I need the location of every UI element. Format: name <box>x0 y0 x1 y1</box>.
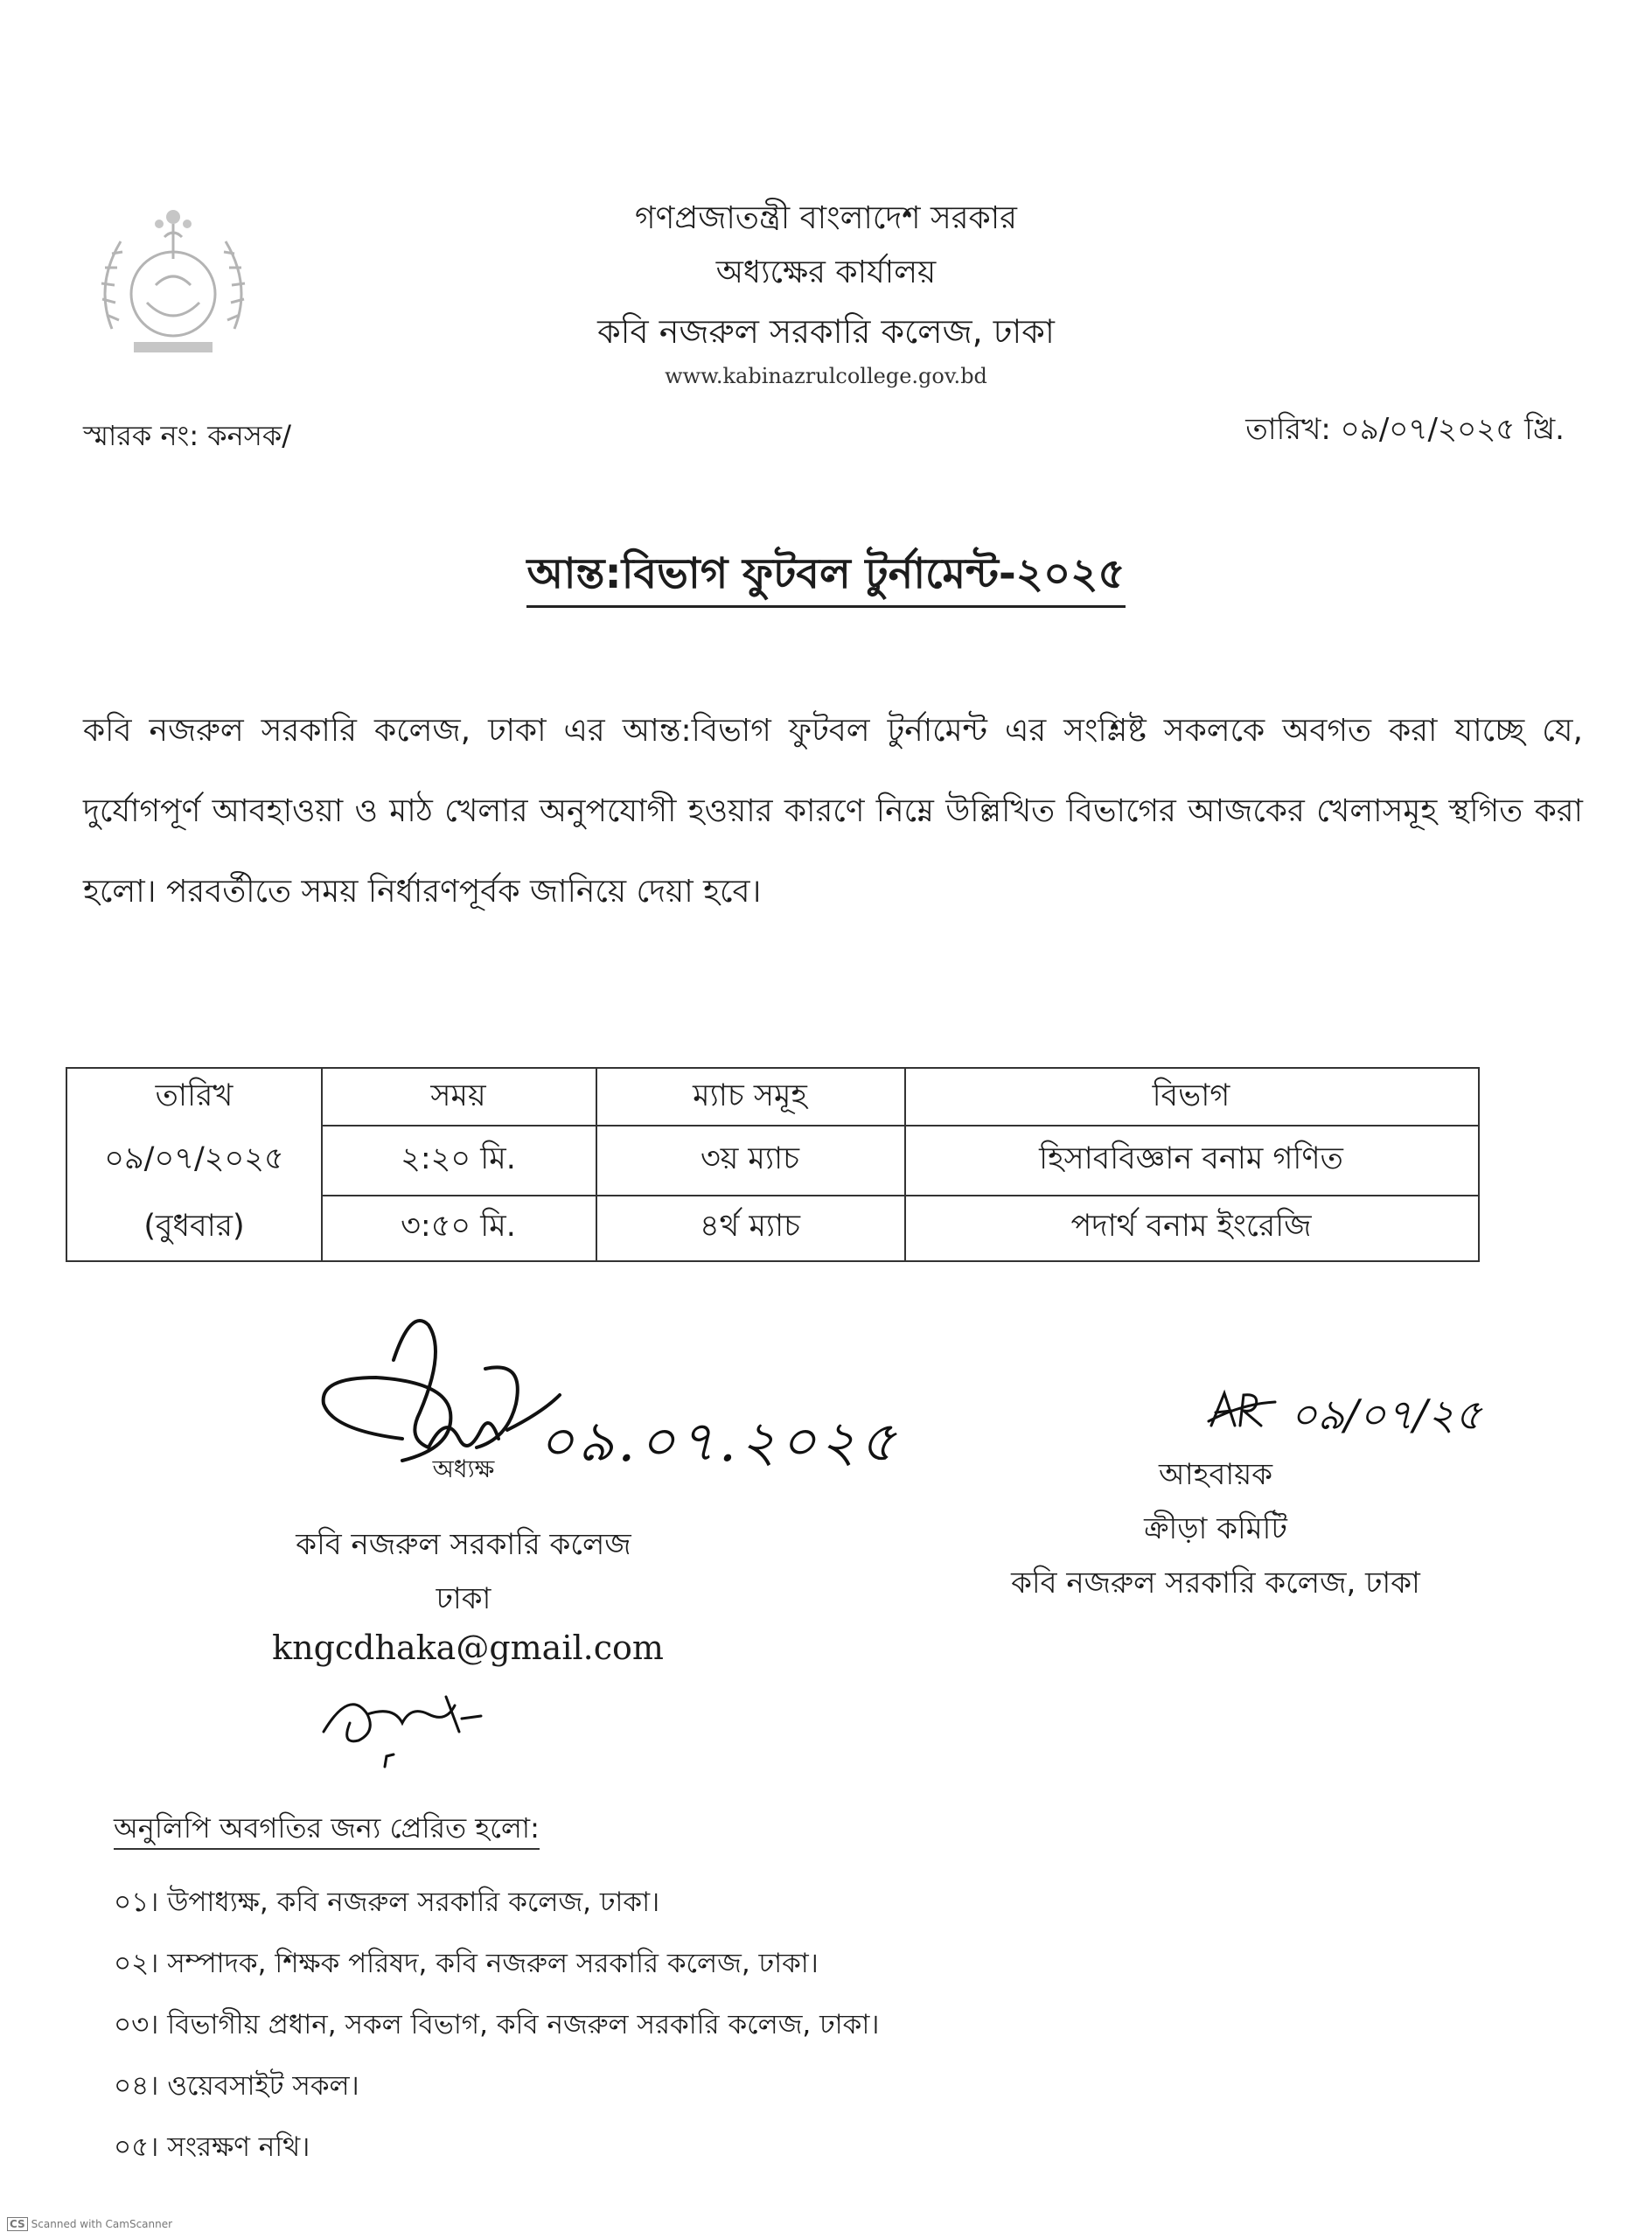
notice-body: কবি নজরুল সরকারি কলেজ, ঢাকা এর আন্ত:বিভাগ ফুটবল টুর্নামেন্ট এর সংশ্লিষ্ট সকলকে অবগত করা যাচ্ছে যে, দুর্যোগপূর্ণ আবহাওয়া ও মাঠ খেলার অনুপযোগী হওয়ার কারণে নিম্নে উল্লিখিত বিভাগের আজকের খেলাসমূহ স্থগিত করা হলো। পরবর্তীতে সময় নির্ধারণপূর্বক জানিয়ে দেয়া হবে। <box>83 713 1583 910</box>
scanner-footer <box>7 2218 172 2230</box>
match-schedule-table <box>66 1067 1480 1262</box>
table-header-department: বিভাগ <box>1152 1078 1230 1113</box>
table-row-match: ৪র্থ ম্যাচ <box>699 1209 801 1244</box>
principal-email: kngcdhaka@gmail.com <box>272 1629 664 1667</box>
cc-list <box>114 1872 879 2178</box>
list-item: ০৫। সংরক্ষণ নথি। <box>114 2131 310 2163</box>
convener-committee: ক্রীড়া কমিটি <box>1144 1511 1287 1546</box>
list-item: ০৩। বিভাগীয় প্রধান, সকল বিভাগ, কবি নজরুল সরকারি কলেজ, ঢাকা। <box>114 2009 880 2040</box>
table-header-date: তারিখ <box>155 1078 234 1113</box>
cc-heading <box>114 1806 540 1853</box>
convener-role: আহবায়ক <box>1158 1457 1273 1492</box>
notice-title <box>0 542 1652 611</box>
convener-block <box>962 1447 1469 1610</box>
table-header-time: সময় <box>430 1078 486 1113</box>
table-date-value: ০৯/০৭/২০২৫ <box>104 1140 284 1176</box>
convener-org: কবি নজরুল সরকারি কলেজ, ঢাকা <box>1011 1566 1420 1601</box>
principal-signature-date: ০৯.০৭.২০২৫ <box>538 1410 900 1475</box>
header-line-college: কবি নজরুল সরকারি কলেজ, ঢাকা <box>597 312 1055 351</box>
memo-number: স্মারক নং: কনসক/ <box>83 419 292 452</box>
notice-title-text: আন্ত:বিভাগ ফুটবল টুর্নামেন্ট-২০২৫ <box>526 549 1125 608</box>
table-row-match: ৩য় ম্যাচ <box>700 1140 800 1176</box>
principal-city: ঢাকা <box>436 1581 491 1616</box>
header-line-government: গণপ্রজাতন্ত্রী বাংলাদেশ সরকার <box>634 200 1017 236</box>
cc-heading-text: অনুলিপি অবগতির জন্য প্রেরিত হলো: <box>114 1811 540 1850</box>
list-item: ০১। উপাধ্যক্ষ, কবি নজরুল সরকারি কলেজ, ঢাকা। <box>114 1887 660 1918</box>
table-row-department: পদার্থ বনাম ইংরেজি <box>1070 1209 1312 1244</box>
table-row-department: হিসাববিজ্ঞান বনাম গণিত <box>1039 1140 1343 1176</box>
principal-role: অধ্যক্ষ <box>432 1454 495 1483</box>
table-day-value: (বুধবার) <box>143 1209 245 1244</box>
principal-block <box>254 1454 673 1626</box>
table-row-time: ২:২০ মি. <box>401 1140 516 1176</box>
list-item: ০৪। ওয়েবসাইট সকল। <box>114 2070 359 2102</box>
scanner-text: Scanned with CamScanner <box>31 2218 173 2230</box>
table-header-matches: ম্যাচ সমূহ <box>693 1078 807 1113</box>
issue-date: তারিখ: ০৯/০৭/২০২৫ খ্রি. <box>1245 412 1565 447</box>
scanner-badge: CS <box>7 2217 28 2231</box>
initial-signature-icon <box>315 1679 507 1775</box>
convener-signature-date-text: ০৯/০৭/২৫ <box>1290 1391 1482 1440</box>
principal-org: কবি নজরুল সরকারি কলেজ <box>296 1527 631 1562</box>
table-row-time: ৩:৫০ মি. <box>401 1209 516 1244</box>
header-line-office: অধ্যক্ষের কার্যালয় <box>715 255 937 290</box>
header-website: www.kabinazrulcollege.gov.bd <box>665 364 987 388</box>
convener-signature-date <box>1207 1384 1481 1453</box>
list-item: ০২। সম্পাদক, শিক্ষক পরিষদ, কবি নজরুল সরকারি কলেজ, ঢাকা। <box>114 1948 819 1979</box>
